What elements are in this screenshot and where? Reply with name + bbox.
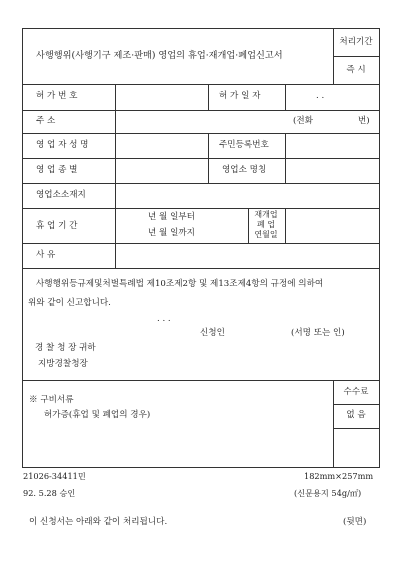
resume-label-3: 연월일 (254, 230, 278, 239)
period-to[interactable]: 년 월 일까지 (148, 228, 195, 238)
resume-date-field[interactable] (286, 209, 379, 242)
reason-label: 사 유 (36, 250, 56, 260)
reason-field[interactable] (116, 244, 379, 267)
recipient-commissioner: 경 찰 청 장 귀하 (35, 343, 96, 353)
signature-label[interactable]: (서명 또는 인) (291, 328, 345, 338)
processing-period-label: 처리기간 (339, 37, 373, 47)
license-date-label: 허 가 일 자 (219, 91, 261, 101)
fee-label: 수수료 (343, 387, 369, 397)
paper-size: 182mm×257mm (304, 471, 374, 481)
address-label: 주 소 (36, 116, 56, 126)
resume-label-1: 재개업 (254, 210, 278, 219)
business-name-label: 영업소 명칭 (222, 165, 267, 175)
phone-suffix: 번) (358, 116, 370, 126)
declaration-line-1: 사행행위등규제및처벌특례법 제10조제2항 및 제13조제4항의 규정에 의하여 (36, 279, 324, 289)
business-type-field[interactable] (116, 159, 208, 182)
license-date-field[interactable]: . . (316, 91, 325, 101)
business-location-field[interactable] (116, 184, 379, 207)
business-location-label: 영업소소재지 (36, 190, 86, 200)
operator-name-label: 영 업 자 성 명 (36, 140, 89, 150)
business-name-field[interactable] (286, 159, 379, 182)
phone-label: (전화 (293, 116, 313, 126)
address-field[interactable] (116, 111, 379, 132)
required-docs-heading: ※ 구비서류 (29, 395, 74, 405)
license-number-field[interactable] (116, 85, 208, 109)
back-side-label: (뒷면) (343, 517, 367, 527)
resume-label-2: 폐 업 (257, 220, 275, 229)
processing-period-value: 즉 시 (346, 65, 366, 75)
required-docs-item: 허가증(휴업 및 폐업의 경우) (44, 410, 151, 420)
processing-note: 이 신청서는 아래와 같이 처리됩니다. (29, 517, 168, 527)
fee-value: 없 음 (346, 410, 366, 420)
license-number-label: 허 가 번 호 (36, 91, 78, 101)
resident-number-field[interactable] (286, 134, 379, 157)
resident-number-label: 주민등록번호 (219, 140, 269, 150)
business-type-label: 영 업 종 별 (36, 165, 78, 175)
form-number: 21026-34411민 (23, 471, 86, 481)
declaration-line-2: 위와 같이 신고합니다. (28, 298, 111, 308)
applicant-label: 신청인 (200, 328, 225, 338)
form-title: 사행행위(사행기구 제조·판매) 영업의 휴업·재개업·폐업신고서 (36, 50, 283, 61)
operator-name-field[interactable] (116, 134, 208, 157)
recipient-provincial: 지방경찰청장 (38, 359, 88, 369)
paper-spec: (신문용지 54g/㎡) (294, 488, 362, 498)
approval-date: 92. 5.28 승인 (23, 488, 76, 498)
period-from[interactable]: 년 월 일부터 (148, 212, 195, 222)
declaration-date[interactable]: . . . (157, 314, 171, 324)
suspension-period-label: 휴 업 기 간 (36, 221, 78, 231)
